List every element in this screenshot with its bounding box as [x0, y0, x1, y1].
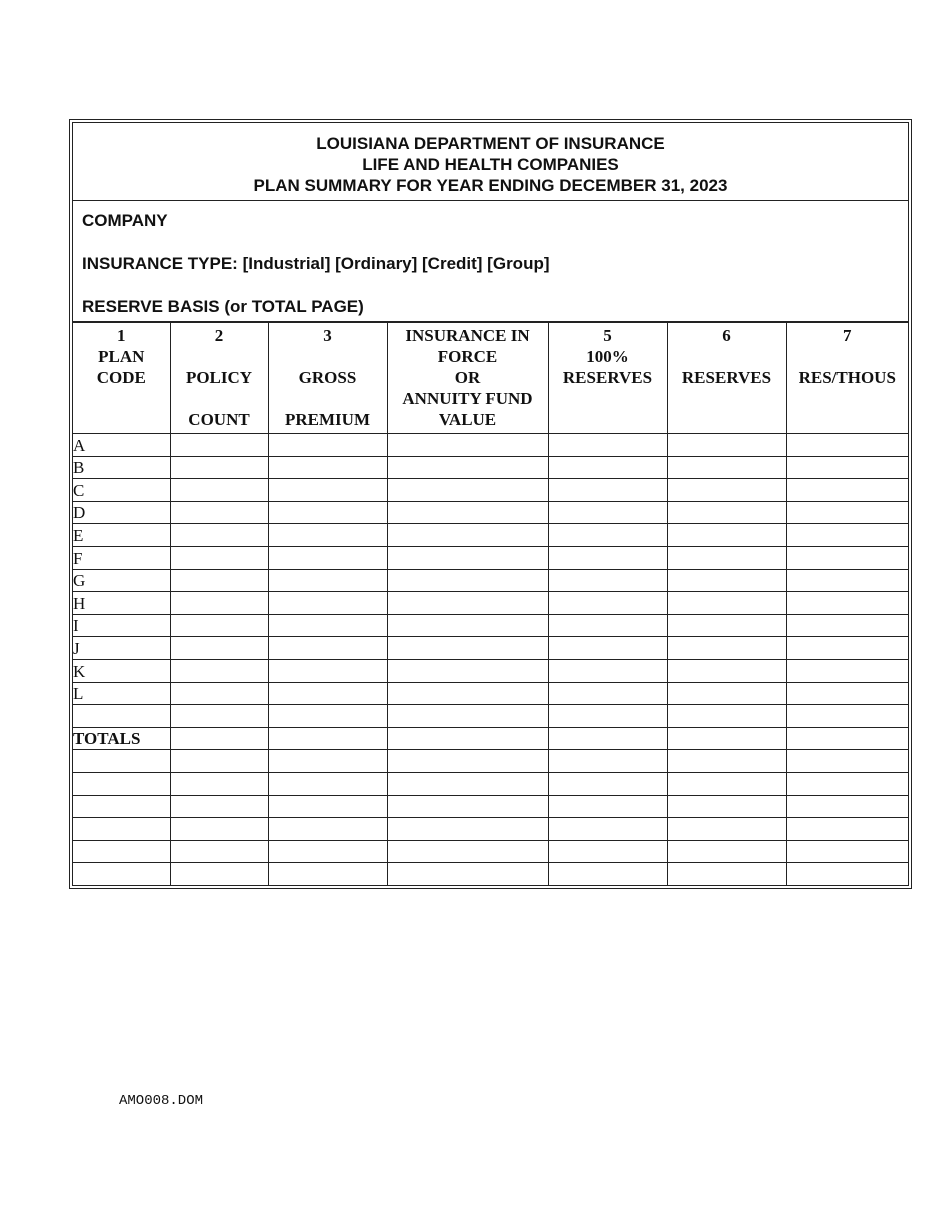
table-row	[73, 750, 908, 773]
plan-summary-table	[73, 321, 908, 885]
value-cell	[667, 659, 786, 682]
value-cell	[548, 863, 667, 885]
plan-code-cell: A	[73, 434, 170, 457]
value-cell	[786, 705, 908, 728]
value-cell	[667, 682, 786, 705]
column-header-line: PREMIUM	[285, 410, 370, 429]
value-cell	[170, 772, 268, 795]
column-header-line	[787, 346, 909, 367]
table-row	[73, 479, 908, 502]
table-row	[73, 501, 908, 524]
value-cell	[170, 569, 268, 592]
value-cell	[387, 501, 548, 524]
value-cell	[786, 863, 908, 885]
value-cell	[268, 795, 387, 818]
plan-code-cell	[73, 863, 170, 885]
value-cell	[548, 795, 667, 818]
value-cell	[268, 772, 387, 795]
value-cell	[548, 705, 667, 728]
table-row	[73, 637, 908, 660]
value-cell	[268, 682, 387, 705]
value-cell	[170, 434, 268, 457]
value-cell	[667, 524, 786, 547]
value-cell	[268, 614, 387, 637]
value-cell	[268, 705, 387, 728]
value-cell	[170, 637, 268, 660]
value-cell	[667, 750, 786, 773]
value-cell	[548, 592, 667, 615]
table-row	[73, 863, 908, 885]
value-cell	[387, 479, 548, 502]
value-cell	[548, 524, 667, 547]
value-cell	[387, 818, 548, 841]
value-cell	[786, 727, 908, 750]
column-header-line: FORCE	[437, 347, 498, 366]
value-cell	[786, 772, 908, 795]
column-header-line: 1	[117, 326, 126, 345]
table-row	[73, 772, 908, 795]
value-cell	[387, 569, 548, 592]
column-header-line	[171, 346, 268, 367]
plan-code-cell: B	[73, 456, 170, 479]
reserve-basis-label: RESERVE BASIS (or TOTAL PAGE)	[82, 297, 364, 316]
table-row	[73, 456, 908, 479]
value-cell	[786, 546, 908, 569]
value-cell	[170, 818, 268, 841]
value-cell	[548, 479, 667, 502]
value-cell	[786, 456, 908, 479]
value-cell	[667, 614, 786, 637]
table-row	[73, 546, 908, 569]
plan-code-cell	[73, 772, 170, 795]
value-cell	[387, 727, 548, 750]
value-cell	[170, 546, 268, 569]
column-header-line: ANNUITY FUND	[402, 389, 533, 408]
value-cell	[387, 592, 548, 615]
plan-summary-form	[69, 119, 912, 889]
column-header-line: POLICY	[185, 368, 253, 387]
column-header-line: RESERVES	[562, 368, 653, 387]
value-cell	[667, 818, 786, 841]
plan-code-cell: TOTALS	[73, 727, 170, 750]
column-header-1	[73, 322, 170, 434]
value-cell	[786, 840, 908, 863]
plan-code-cell: L	[73, 682, 170, 705]
value-cell	[170, 795, 268, 818]
value-cell	[667, 479, 786, 502]
value-cell	[786, 818, 908, 841]
table-body	[73, 434, 908, 885]
column-header-line: PLAN	[98, 347, 145, 366]
plan-code-cell: C	[73, 479, 170, 502]
value-cell	[548, 840, 667, 863]
value-cell	[786, 592, 908, 615]
value-cell	[786, 479, 908, 502]
value-cell	[170, 479, 268, 502]
table-row	[73, 840, 908, 863]
value-cell	[667, 840, 786, 863]
value-cell	[387, 434, 548, 457]
column-header-7	[786, 322, 908, 434]
plan-code-cell	[73, 705, 170, 728]
value-cell	[268, 863, 387, 885]
value-cell	[667, 705, 786, 728]
plan-code-cell: K	[73, 659, 170, 682]
table-row	[73, 682, 908, 705]
value-cell	[387, 614, 548, 637]
value-cell	[548, 614, 667, 637]
column-header-line	[269, 346, 387, 367]
value-cell	[387, 705, 548, 728]
value-cell	[170, 682, 268, 705]
table-row	[73, 434, 908, 457]
column-header-4	[387, 322, 548, 434]
value-cell	[170, 659, 268, 682]
value-cell	[548, 772, 667, 795]
value-cell	[548, 501, 667, 524]
column-header-line: 100%	[586, 347, 629, 366]
value-cell	[387, 795, 548, 818]
value-cell	[548, 727, 667, 750]
value-cell	[786, 682, 908, 705]
value-cell	[548, 546, 667, 569]
column-header-line: VALUE	[438, 410, 497, 429]
value-cell	[786, 750, 908, 773]
value-cell	[170, 840, 268, 863]
table-row	[73, 659, 908, 682]
plan-code-cell: H	[73, 592, 170, 615]
column-header-6	[667, 322, 786, 434]
plan-code-cell: J	[73, 637, 170, 660]
document-code: AMO008.DOM	[119, 1093, 204, 1109]
table-row	[73, 569, 908, 592]
column-header-line	[668, 346, 786, 367]
value-cell	[667, 637, 786, 660]
table-header-row	[73, 322, 908, 434]
value-cell	[667, 795, 786, 818]
value-cell	[387, 524, 548, 547]
column-header-line: GROSS	[298, 368, 357, 387]
value-cell	[268, 456, 387, 479]
value-cell	[268, 479, 387, 502]
plan-code-cell: D	[73, 501, 170, 524]
column-header-line: 5	[603, 326, 612, 345]
value-cell	[667, 772, 786, 795]
value-cell	[170, 705, 268, 728]
value-cell	[268, 546, 387, 569]
value-cell	[268, 659, 387, 682]
value-cell	[548, 434, 667, 457]
value-cell	[268, 501, 387, 524]
plan-code-cell	[73, 840, 170, 863]
title-line-companies: LIFE AND HEALTH COMPANIES	[362, 155, 619, 174]
value-cell	[387, 750, 548, 773]
table-row	[73, 524, 908, 547]
column-header-line: INSURANCE IN	[405, 326, 530, 345]
value-cell	[548, 569, 667, 592]
value-cell	[170, 863, 268, 885]
table-row	[73, 614, 908, 637]
value-cell	[548, 659, 667, 682]
value-cell	[387, 682, 548, 705]
plan-code-cell: I	[73, 614, 170, 637]
column-header-5	[548, 322, 667, 434]
value-cell	[667, 434, 786, 457]
value-cell	[548, 682, 667, 705]
value-cell	[387, 456, 548, 479]
value-cell	[268, 750, 387, 773]
value-cell	[786, 637, 908, 660]
value-cell	[170, 592, 268, 615]
value-cell	[387, 637, 548, 660]
value-cell	[268, 524, 387, 547]
table-row	[73, 592, 908, 615]
value-cell	[387, 772, 548, 795]
value-cell	[170, 501, 268, 524]
form-meta	[73, 201, 908, 321]
column-header-line: RESERVES	[681, 368, 772, 387]
column-header-line: 3	[323, 326, 332, 345]
title-line-plan-summary: PLAN SUMMARY FOR YEAR ENDING DECEMBER 31, 2023	[253, 176, 728, 195]
column-header-line	[269, 388, 387, 409]
value-cell	[170, 456, 268, 479]
value-cell	[667, 456, 786, 479]
value-cell	[387, 863, 548, 885]
column-header-line: 6	[722, 326, 731, 345]
company-label: COMPANY	[82, 211, 168, 230]
value-cell	[667, 863, 786, 885]
value-cell	[786, 524, 908, 547]
plan-code-cell: G	[73, 569, 170, 592]
plan-code-cell	[73, 795, 170, 818]
column-header-line: RES/THOUS	[798, 368, 896, 387]
value-cell	[268, 434, 387, 457]
table-row	[73, 818, 908, 841]
plan-code-cell: F	[73, 546, 170, 569]
form-inner-border	[72, 122, 909, 886]
insurance-type-label: INSURANCE TYPE: [Industrial] [Ordinary] [Credit] [Group]	[82, 254, 550, 273]
column-header-3	[268, 322, 387, 434]
value-cell	[786, 501, 908, 524]
value-cell	[268, 727, 387, 750]
value-cell	[170, 614, 268, 637]
column-header-line: CODE	[96, 368, 146, 387]
column-header-line: 7	[843, 326, 852, 345]
column-header-2	[170, 322, 268, 434]
column-header-line	[171, 388, 268, 409]
value-cell	[268, 818, 387, 841]
value-cell	[548, 456, 667, 479]
value-cell	[170, 750, 268, 773]
column-header-line: OR	[454, 368, 481, 387]
table-row	[73, 705, 908, 728]
value-cell	[667, 592, 786, 615]
value-cell	[387, 840, 548, 863]
value-cell	[268, 592, 387, 615]
plan-code-cell: E	[73, 524, 170, 547]
form-title	[73, 123, 908, 201]
plan-code-cell	[73, 818, 170, 841]
value-cell	[268, 840, 387, 863]
value-cell	[387, 659, 548, 682]
value-cell	[786, 795, 908, 818]
value-cell	[268, 569, 387, 592]
title-line-department: LOUISIANA DEPARTMENT OF INSURANCE	[316, 134, 665, 153]
value-cell	[667, 727, 786, 750]
value-cell	[548, 818, 667, 841]
table-row	[73, 795, 908, 818]
value-cell	[170, 524, 268, 547]
value-cell	[786, 659, 908, 682]
plan-code-cell	[73, 750, 170, 773]
value-cell	[548, 750, 667, 773]
value-cell	[786, 434, 908, 457]
value-cell	[667, 546, 786, 569]
table-row	[73, 727, 908, 750]
value-cell	[786, 614, 908, 637]
value-cell	[548, 637, 667, 660]
value-cell	[786, 569, 908, 592]
column-header-line: COUNT	[188, 410, 250, 429]
value-cell	[667, 501, 786, 524]
value-cell	[667, 569, 786, 592]
column-header-line: 2	[214, 326, 224, 345]
value-cell	[170, 727, 268, 750]
value-cell	[268, 637, 387, 660]
value-cell	[387, 546, 548, 569]
